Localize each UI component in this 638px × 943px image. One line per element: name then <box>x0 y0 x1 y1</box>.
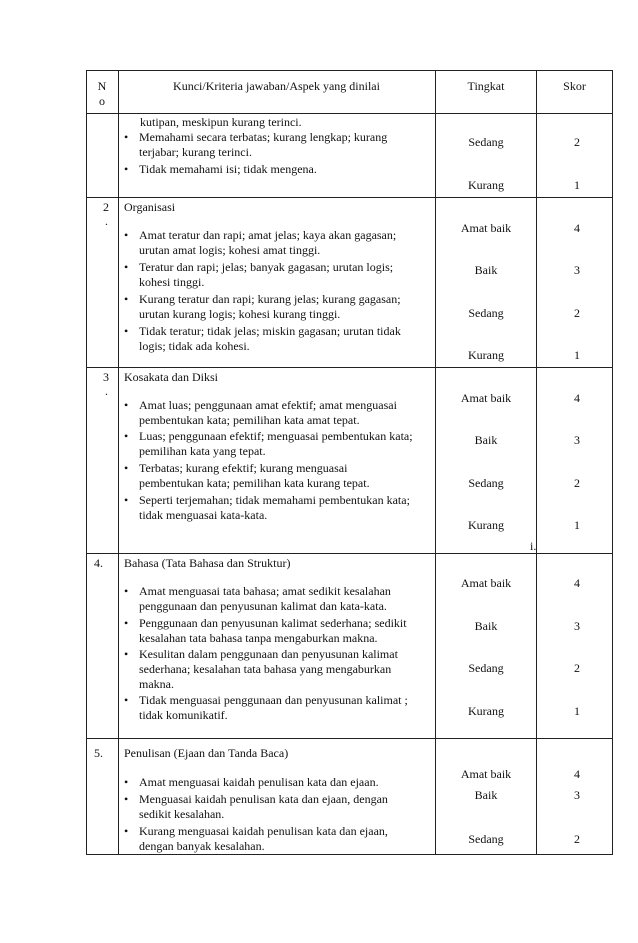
row4-item-3-line3: makna. <box>139 677 174 691</box>
row1-item-2-line1: Tidak memahami isi; tidak mengena. <box>139 162 317 176</box>
row4-score-2: 2 <box>574 661 580 675</box>
row3-item-4-line2: tidak menguasai kata-kata. <box>139 508 268 522</box>
header-criteria: Kunci/Kriteria jawaban/Aspek yang dinilai <box>173 79 380 93</box>
header-level: Tingkat <box>467 79 505 93</box>
row5-item-1-line1: Amat menguasai kaidah penulisan kata dan ejaan. <box>139 775 379 789</box>
table-border-top <box>86 70 612 71</box>
row4-item-1-line2: penggunaan dan penyusunan kalimat dan kata-kata. <box>139 599 387 613</box>
row5-score-2: 2 <box>574 832 580 846</box>
row2-item-4-line2: logis; tidak ada kohesi. <box>139 339 250 353</box>
row2-item-2-line1: Teratur dan rapi; jelas; banyak gagasan; urutan logis; <box>139 260 394 274</box>
row5-level-baik: Baik <box>474 788 498 802</box>
header-divider <box>86 113 612 114</box>
row2-item-4-line1: Tidak teratur; tidak jelas; miskin gagasan; urutan tidak <box>139 324 401 338</box>
row3-level-sedang: Sedang <box>468 476 504 490</box>
row4-item-2-line2: kesalahan tata bahasa tanpa mengaburkan makna. <box>139 631 378 645</box>
row5-score-3: 3 <box>574 788 580 802</box>
row2-score-4: 4 <box>574 221 580 235</box>
bullet-icon: • <box>124 260 129 274</box>
bullet-icon: • <box>124 792 129 806</box>
row2-score-2: 2 <box>574 306 580 320</box>
row2-item-1-line1: Amat teratur dan rapi; amat jelas; kaya akan gagasan; <box>139 228 397 242</box>
row4-item-3-line2: sederhana; kesalahan tata bahasa yang mengaburkan <box>139 662 392 676</box>
row5-item-2-line2: sedikit kesalahan. <box>139 807 225 821</box>
row4-level-sedang: Sedang <box>468 661 504 675</box>
row2-item-3-line2: urutan kurang logis; kohesi kurang tinggi. <box>139 307 341 321</box>
row3-score-3: 3 <box>574 433 580 447</box>
row5-item-2-line1: Menguasai kaidah penulisan kata dan ejaan, dengan <box>139 792 388 806</box>
row2-number-dot: . <box>105 214 108 228</box>
row4-title: Bahasa (Tata Bahasa dan Struktur) <box>124 556 291 570</box>
row4-score-3: 3 <box>574 619 580 633</box>
bullet-icon: • <box>124 693 129 707</box>
row4-item-3-line1: Kesulitan dalam penggunaan dan penyusunan kalimat <box>139 647 398 661</box>
row3-item-3-line1: Terbatas; kurang efektif; kurang menguasai <box>139 461 348 475</box>
row2-score-3: 3 <box>574 263 580 277</box>
row4-level-kurang: Kurang <box>468 704 504 718</box>
bullet-icon: • <box>124 228 129 242</box>
row3-item-4-line1: Seperti terjemahan; tidak memahami pembentukan kata; <box>139 493 410 507</box>
row4-item-4-line2: tidak komunikatif. <box>139 708 228 722</box>
row2-number: 2 <box>103 200 109 214</box>
row5-title: Penulisan (Ejaan dan Tanda Baca) <box>124 746 289 760</box>
row3-level-kurang: Kurang <box>468 518 504 532</box>
row2-level-kurang: Kurang <box>468 348 504 362</box>
row5-level-sedang: Sedang <box>468 832 504 846</box>
row4-number: 4. <box>94 556 103 570</box>
row3-level-baik: Baik <box>474 433 498 447</box>
row4-score-4: 4 <box>574 576 580 590</box>
bullet-icon: • <box>124 162 129 176</box>
row5-score-4: 4 <box>574 767 580 781</box>
header-score: Skor <box>563 79 586 93</box>
row3-stray-mark: i. <box>530 539 537 553</box>
row3-item-2-line2: pemilihan kata yang tepat. <box>139 444 266 458</box>
bullet-icon: • <box>124 398 129 412</box>
row3-item-3-line2: pembentukan kata; pemilihan kata kurang tepat. <box>139 476 370 490</box>
row2-item-1-line2: urutan amat logis; kohesi amat tinggi. <box>139 243 321 257</box>
header-no-line2: o <box>99 94 105 108</box>
row5-level-amat-baik: Amat baik <box>460 767 512 781</box>
row-divider-1 <box>86 197 612 198</box>
bullet-icon: • <box>124 584 129 598</box>
row3-level-amat-baik: Amat baik <box>460 391 512 405</box>
row2-item-2-line2: kohesi tinggi. <box>139 275 205 289</box>
table-border-left <box>86 70 87 855</box>
row1-score-2: 2 <box>574 135 580 149</box>
row2-level-amat-baik: Amat baik <box>460 221 512 235</box>
bullet-icon: • <box>124 493 129 507</box>
bullet-icon: • <box>124 647 129 661</box>
row-divider-2 <box>86 367 612 368</box>
row5-number: 5. <box>94 746 103 760</box>
row2-item-3-line1: Kurang teratur dan rapi; kurang jelas; kurang gagasan; <box>139 292 401 306</box>
row1-item-1-line2: terjabar; kurang terinci. <box>139 145 252 159</box>
row2-level-baik: Baik <box>474 263 498 277</box>
bullet-icon: • <box>124 324 129 338</box>
row1-item-1-line1: Memahami secara terbatas; kurang lengkap; kurang <box>139 130 388 144</box>
row3-title: Kosakata dan Diksi <box>124 370 218 384</box>
table-border-bottom <box>86 854 612 855</box>
row5-item-3-line2: dengan banyak kesalahan. <box>139 839 265 853</box>
row1-continued-text: kutipan, meskipun kurang terinci. <box>140 115 302 129</box>
bullet-icon: • <box>124 824 129 838</box>
col-divider-no <box>118 70 119 855</box>
bullet-icon: • <box>124 429 129 443</box>
header-no-line1: N <box>97 79 107 93</box>
row2-score-1: 1 <box>574 348 580 362</box>
row4-score-1: 1 <box>574 704 580 718</box>
row3-item-1-line1: Amat luas; penggunaan amat efektif; amat menguasai <box>139 398 397 412</box>
row3-number-dot: . <box>105 384 108 398</box>
row2-level-sedang: Sedang <box>468 306 504 320</box>
row-divider-4 <box>86 738 612 739</box>
row1-score-1: 1 <box>574 178 580 192</box>
row3-number: 3 <box>103 370 109 384</box>
row3-item-1-line2: pembentukan kata; pemilihan kata amat tepat. <box>139 413 360 427</box>
bullet-icon: • <box>124 775 129 789</box>
row4-level-amat-baik: Amat baik <box>460 576 512 590</box>
row4-item-1-line1: Amat menguasai tata bahasa; amat sedikit kesalahan <box>139 584 391 598</box>
row4-level-baik: Baik <box>474 619 498 633</box>
bullet-icon: • <box>124 616 129 630</box>
row1-level-kurang: Kurang <box>468 178 504 192</box>
row3-item-2-line1: Luas; penggunaan efektif; menguasai pembentukan kata; <box>139 429 413 443</box>
bullet-icon: • <box>124 461 129 475</box>
row4-item-2-line1: Penggunaan dan penyusunan kalimat sederhana; sedikit <box>139 616 407 630</box>
bullet-icon: • <box>124 292 129 306</box>
row1-level-sedang: Sedang <box>468 135 504 149</box>
row2-title: Organisasi <box>124 200 176 214</box>
row5-item-3-line1: Kurang menguasai kaidah penulisan kata dan ejaan, <box>139 824 388 838</box>
bullet-icon: • <box>124 130 129 144</box>
row3-score-4: 4 <box>574 391 580 405</box>
row4-item-4-line1: Tidak menguasai penggunaan dan penyusunan kalimat ; <box>139 693 408 707</box>
row3-score-2: 2 <box>574 476 580 490</box>
row3-score-1: 1 <box>574 518 580 532</box>
